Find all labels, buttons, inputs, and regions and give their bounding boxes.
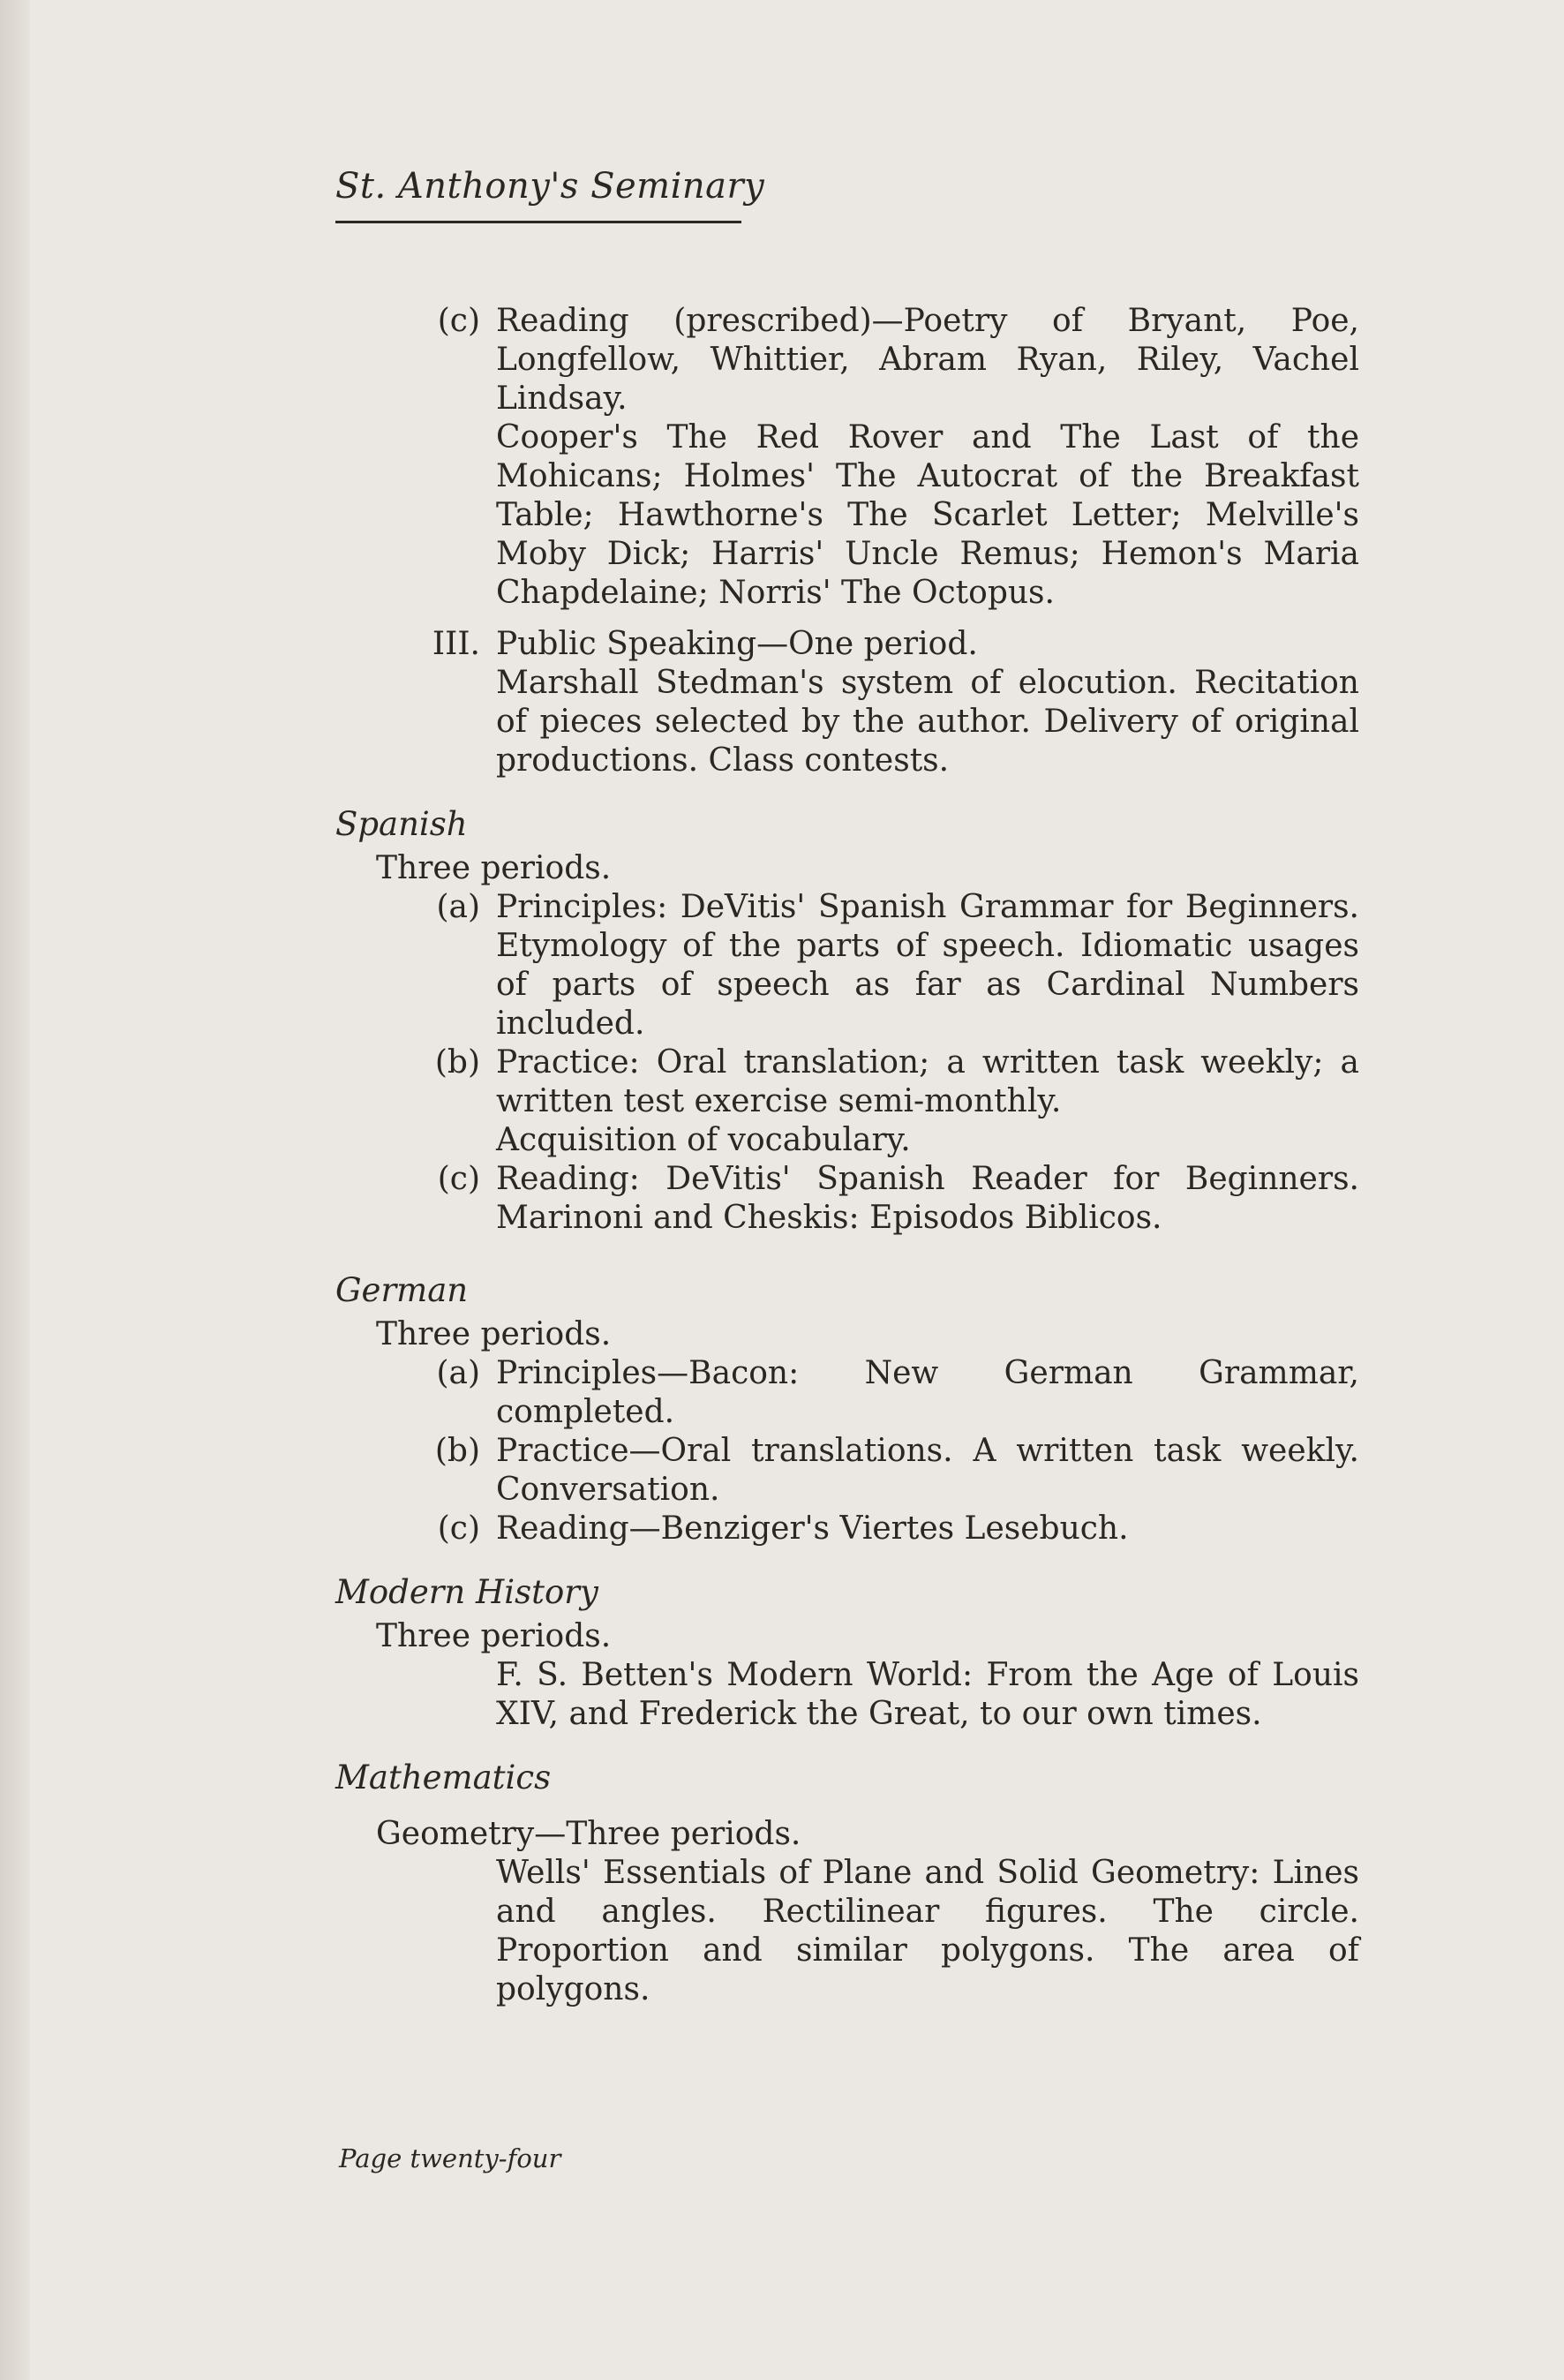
public-speaking-description: Marshall Stedman's system of elocution. Recitation of pieces selected by the author. Delivery of original productions. Class contests. xyxy=(496,665,1359,779)
list-item xyxy=(335,1121,1359,1160)
item-mark: (c) xyxy=(437,1161,480,1197)
item-mark: (a) xyxy=(436,1355,480,1391)
item-text: Reading: DeVitis' Spanish Reader for Beginners. Marinoni and Cheskis: Episodos Biblicos. xyxy=(496,1161,1359,1236)
section-title-spanish: Spanish xyxy=(335,805,468,843)
item-text: Practice: Oral translation; a written task weekly; a written test exercise semi-monthly. xyxy=(496,1044,1359,1119)
modern-history-periods: Three periods. xyxy=(376,1618,612,1654)
item-text: Practice—Oral translations. A written task weekly. Conversation. xyxy=(496,1433,1359,1508)
running-head-rule xyxy=(335,221,741,223)
item-text: Principles: DeVitis' Spanish Grammar for Beginners. Etymology of the parts of speech. Idiomatic usages of parts of speech as far as Cardinal Numbers included. xyxy=(496,889,1359,1042)
item-text: Acquisition of vocabulary. xyxy=(496,1122,911,1158)
mathematics-subhead: Geometry—Three periods. xyxy=(376,1816,801,1852)
item-mark: (a) xyxy=(436,889,480,925)
list-item xyxy=(335,1510,1359,1548)
item-mark: (b) xyxy=(434,1433,480,1469)
list-item xyxy=(335,1043,1359,1121)
item-text: Principles—Bacon: New German Grammar, completed. xyxy=(496,1355,1359,1430)
public-speaking-heading xyxy=(335,625,1359,664)
item-mark: (c) xyxy=(437,303,480,339)
item-text: Reading—Benziger's Viertes Lesebuch. xyxy=(496,1510,1129,1547)
english-reading-item xyxy=(335,302,1359,418)
item-mark: (b) xyxy=(434,1044,480,1081)
german-periods: Three periods. xyxy=(376,1316,612,1352)
item-text: Reading (prescribed)—Poetry of Bryant, Poe, Longfellow, Whittier, Abram Ryan, Riley, Vachel Lindsay. xyxy=(496,303,1359,417)
page-body xyxy=(335,302,1359,2009)
list-item xyxy=(335,1432,1359,1510)
item-mark xyxy=(335,1121,496,1160)
mathematics-text: Wells' Essentials of Plane and Solid Geometry: Lines and angles. Rectilinear figures. The circle. Proportion and similar polygons. The area of polygons. xyxy=(496,1855,1359,2007)
page-spine-shadow xyxy=(0,0,30,2380)
section-title-mathematics: Mathematics xyxy=(335,1759,552,1796)
section-title-german: German xyxy=(335,1271,469,1309)
list-item xyxy=(335,1354,1359,1432)
item-mark: (c) xyxy=(437,1510,480,1547)
item-text: Public Speaking—One period. xyxy=(496,626,978,662)
spanish-periods: Three periods. xyxy=(376,850,612,886)
item-mark: III. xyxy=(432,626,480,662)
page-folio: Page twenty-four xyxy=(339,2143,561,2173)
english-reading-books: Cooper's The Red Rover and The Last of the Mohicans; Holmes' The Autocrat of the Breakfast Table; Hawthorne's The Scarlet Letter; Melville's Moby Dick; Harris' Uncle Remus; Hemon's Maria Chapdelaine; Norris' The Octopus. xyxy=(496,419,1359,611)
section-title-modern-history: Modern History xyxy=(335,1573,598,1611)
list-item xyxy=(335,1160,1359,1238)
modern-history-text: F. S. Betten's Modern World: From the Age of Louis XIV, and Frederick the Great, to our own times. xyxy=(496,1657,1359,1732)
list-item xyxy=(335,888,1359,1043)
running-head: St. Anthony's Seminary xyxy=(335,166,765,207)
